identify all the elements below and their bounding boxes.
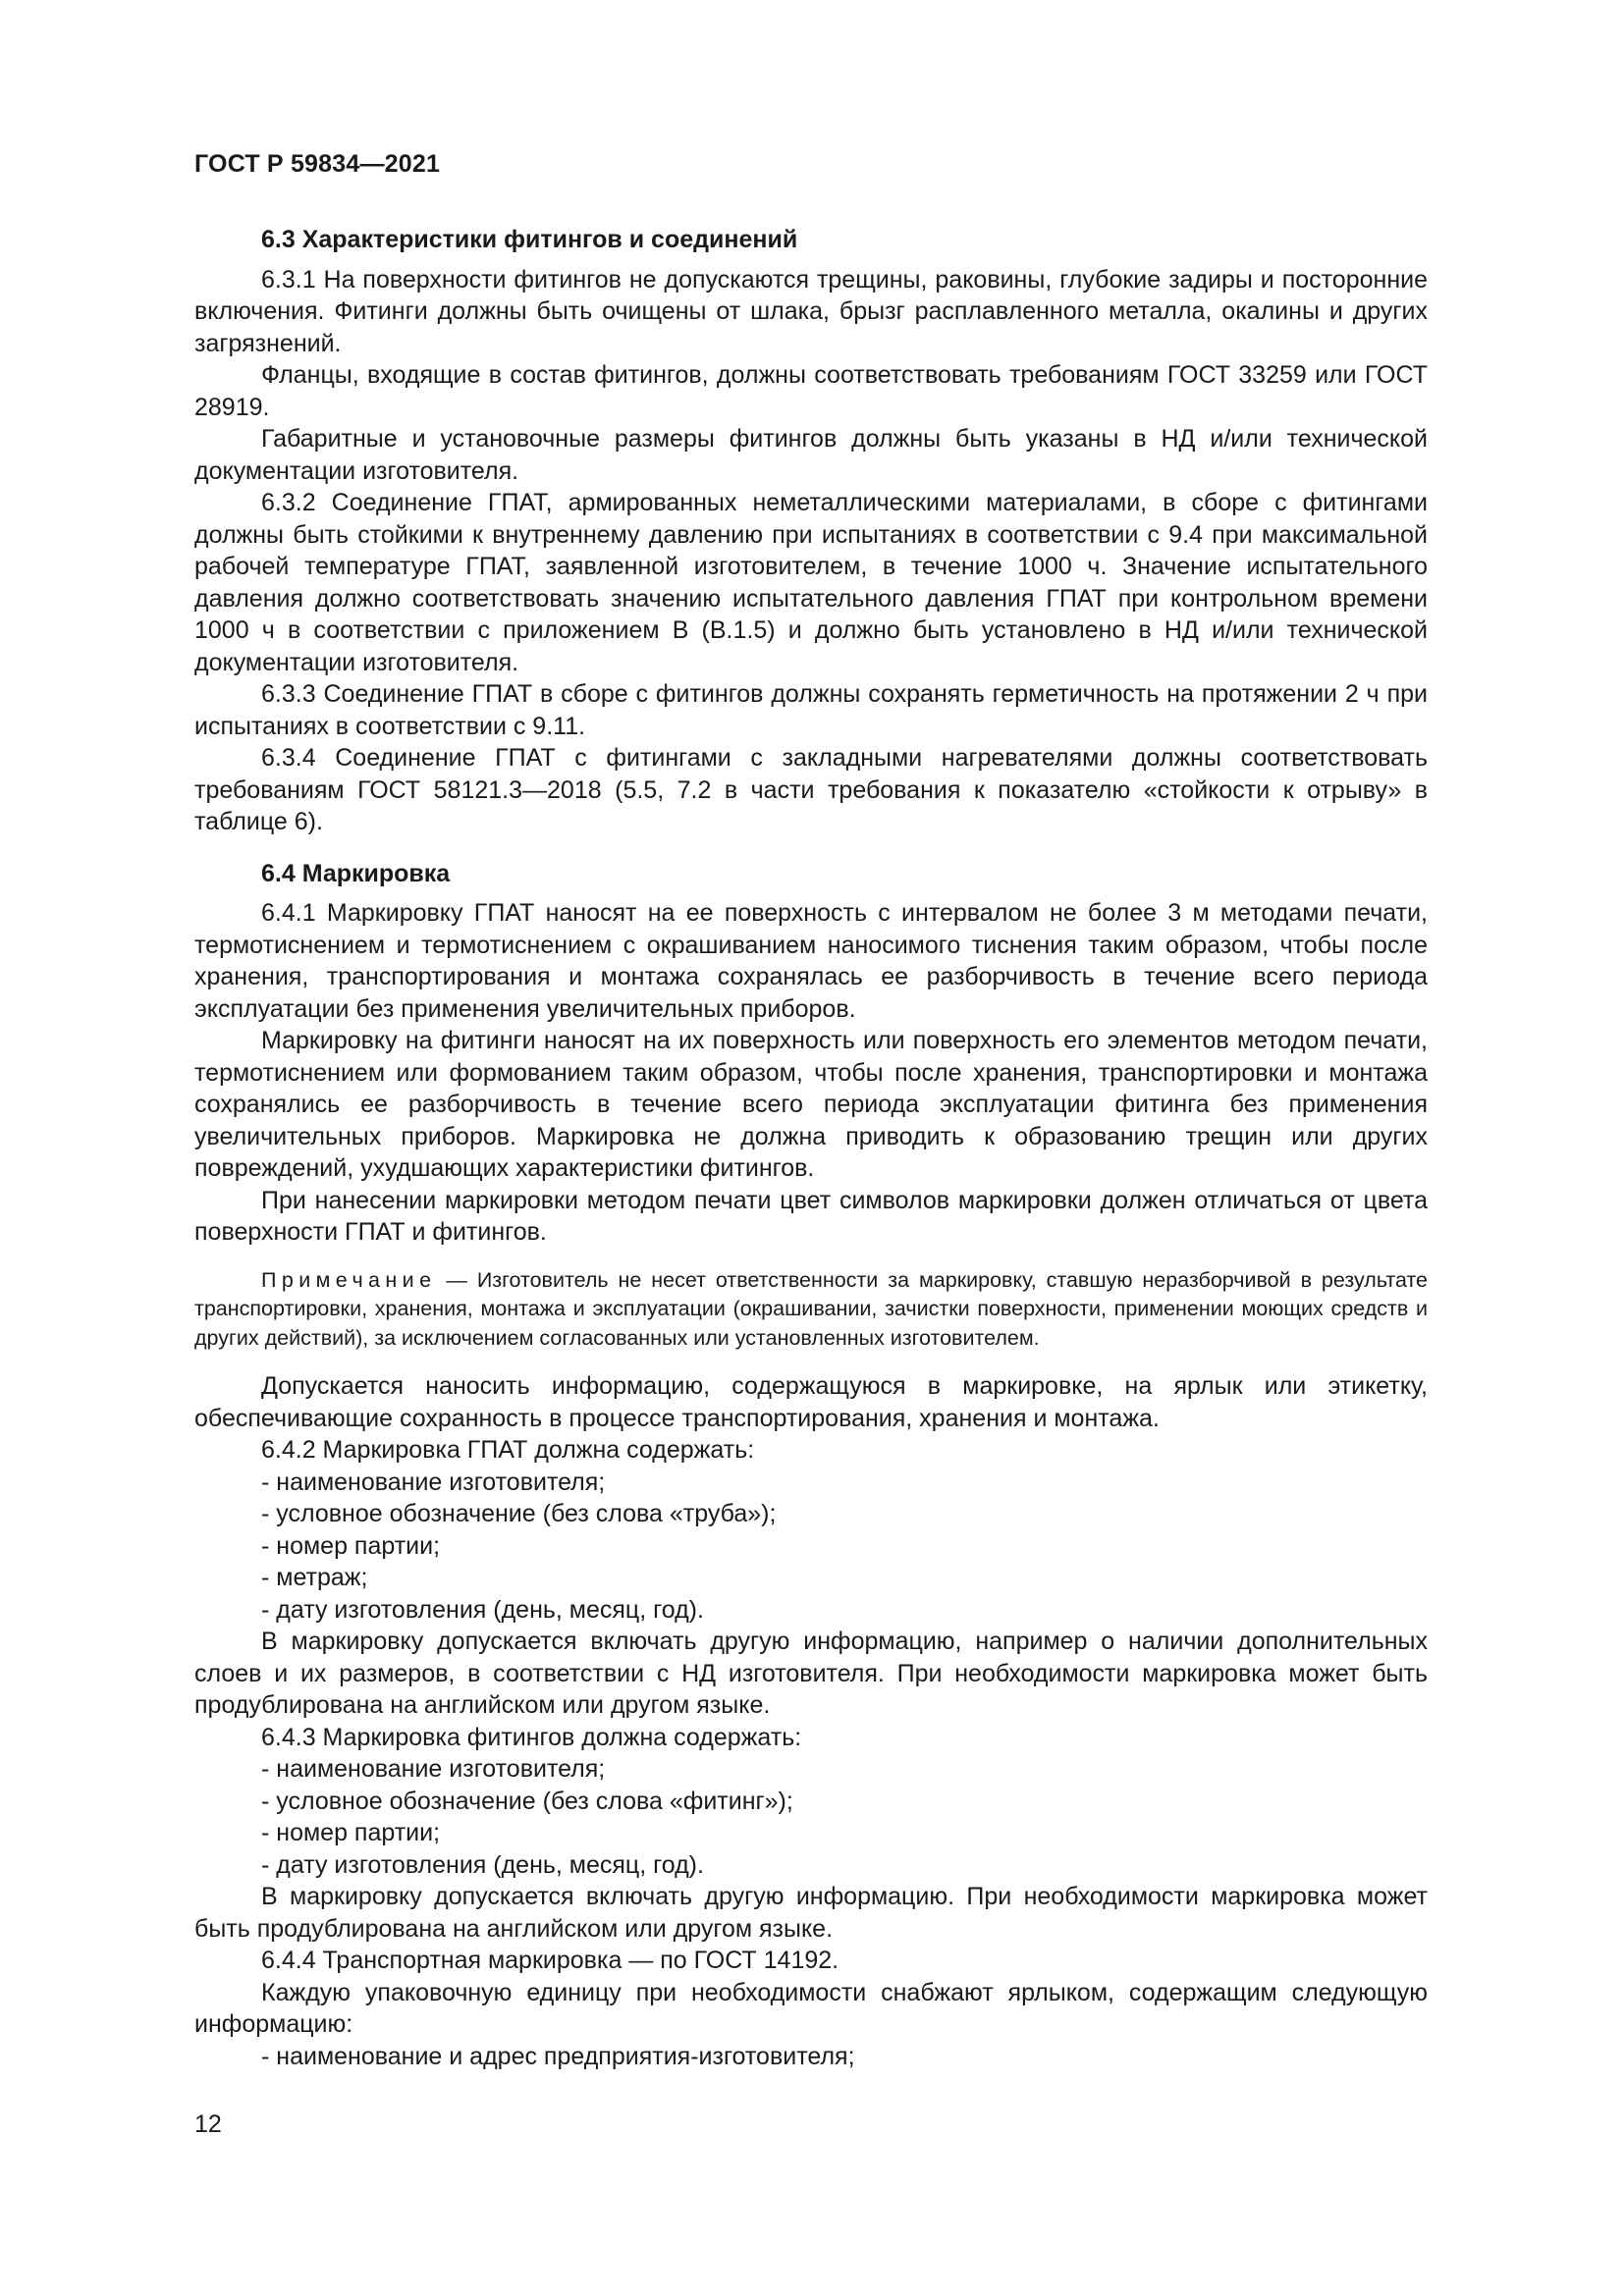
paragraph-print-color: При нанесении маркировки методом печати цвет символов маркировки должен отличаться от цвета поверхности ГПАТ и фитингов. xyxy=(194,1186,1428,1246)
page-content xyxy=(194,224,1428,2072)
section-heading-6-4: 6.4 Маркировка xyxy=(261,859,451,887)
list-item: - наименование и адрес предприятия-изготовителя; xyxy=(261,2042,855,2070)
list-item: - условное обозначение (без слова «фитинг»); xyxy=(261,1787,793,1815)
note-block xyxy=(194,1266,1428,1354)
paragraph-6-3-1: 6.3.1 На поверхности фитингов не допускаются трещины, раковины, глубокие задиры и посторонние включения. Фитинги должны быть очищены от шлака, брызг расплавленного металла, окалины и других загрязнений. xyxy=(194,265,1428,357)
list-item: - дату изготовления (день, месяц, год). xyxy=(261,1850,704,1879)
paragraph-extra-info-fitting: В маркировку допускается включать другую информацию. При необходимости маркировка может быть продублирована на английском или другом языке. xyxy=(194,1883,1428,1943)
paragraph-label-info: Допускается наносить информацию, содержащуюся в маркировке, на ярлык или этикетку, обеспечивающие сохранность в процессе транспортирования, хранения и монтажа. xyxy=(194,1372,1428,1432)
paragraph-fitting-marking: Маркировку на фитинги наносят на их поверхность или поверхность его элементов методом печати, термотиснением или формованием таким образом, чтобы после хранения, транспортировки и монтажа сохранялись ее разборчивость в течение всего периода эксплуатации фитинга без применения увеличительных приборов. Маркировка не должна приводить к образованию трещин или других повреждений, ухудшающих характеристики фитингов. xyxy=(194,1027,1428,1182)
page-number: 12 xyxy=(194,2110,222,2138)
paragraph-flanges: Фланцы, входящие в состав фитингов, должны соответствовать требованиям ГОСТ 33259 или ГОСТ 28919. xyxy=(194,361,1428,421)
list-item: - метраж; xyxy=(261,1564,368,1591)
paragraph-6-4-3: 6.4.3 Маркировка фитингов должна содержать: xyxy=(261,1723,802,1751)
list-item: - номер партии; xyxy=(261,1531,441,1560)
list-item: - дату изготовления (день, месяц, год). xyxy=(261,1595,704,1624)
paragraph-package-label: Каждую упаковочную единицу при необходимости снабжают ярлыком, содержащим следующую информацию: xyxy=(194,1978,1428,2038)
paragraph-6-4-1: 6.4.1 Маркировку ГПАТ наносят на ее поверхность с интервалом не более 3 м методами печати, термотиснением и термотиснением с окрашиванием наносимого тиснения таким образом, чтобы после хранения, транспортирования и монтажа сохранялась ее разборчивость в течение всего периода эксплуатации без применения увеличительных приборов. xyxy=(194,899,1428,1023)
list-item: - наименование изготовителя; xyxy=(261,1468,606,1496)
document-code-header: ГОСТ Р 59834—2021 xyxy=(194,150,441,178)
paragraph-6-4-2: 6.4.2 Маркировка ГПАТ должна содержать: xyxy=(261,1436,755,1464)
paragraph-extra-info-pipe: В маркировку допускается включать другую информацию, например о наличии дополнительных слоев и их размеров, в соответствии с НД изготовителя. При необходимости маркировка может быть продублирована на английском или другом языке. xyxy=(194,1628,1428,1719)
section-heading-6-3: 6.3 Характеристики фитингов и соединений xyxy=(261,226,798,253)
paragraph-6-3-3: 6.3.3 Соединение ГПАТ в сборе с фитингов должны сохранять герметичность на протяжении 2 ч при испытаниях в соответствии с 9.11. xyxy=(194,680,1428,740)
list-item: - номер партии; xyxy=(261,1819,441,1846)
note-label: Примечание xyxy=(261,1267,437,1292)
list-item: - условное обозначение (без слова «труба»); xyxy=(261,1500,777,1527)
paragraph-6-3-4: 6.3.4 Соединение ГПАТ с фитингами с закладными нагревателями должны соответствовать требованиям ГОСТ 58121.3—2018 (5.5, 7.2 в части требования к показателю «стойкости к отрыву» в таблице 6). xyxy=(194,744,1428,835)
paragraph-6-4-4: 6.4.4 Транспортная маркировка — по ГОСТ 14192. xyxy=(261,1947,839,1974)
note-text: — Изготовитель не несет ответственности за маркировку, ставшую неразборчивой в результате транспортировки, хранения, монтажа и эксплуатации (окрашивании, зачистки поверхности, применении моющих средств и других действий), за исключением согласованных или установленных изготовителем. xyxy=(194,1267,1428,1350)
paragraph-6-3-2: 6.3.2 Соединение ГПАТ, армированных неметаллическими материалами, в сборе с фитингами должны быть стойкими к внутреннему давлению при испытаниях в соответствии с 9.4 при максимальной рабочей температуре ГПАТ, заявленной изготовителем, в течение 1000 ч. Значение испытательного давления должно соответствовать значению испытательного давления ГПАТ при контрольном времени 1000 ч в соответствии с приложением В (В.1.5) и должно быть установлено в НД и/или технической документации изготовителя. xyxy=(194,489,1428,676)
paragraph-dimensions: Габаритные и установочные размеры фитингов должны быть указаны в НД и/или технической документации изготовителя. xyxy=(194,425,1428,485)
list-item: - наименование изготовителя; xyxy=(261,1755,606,1783)
